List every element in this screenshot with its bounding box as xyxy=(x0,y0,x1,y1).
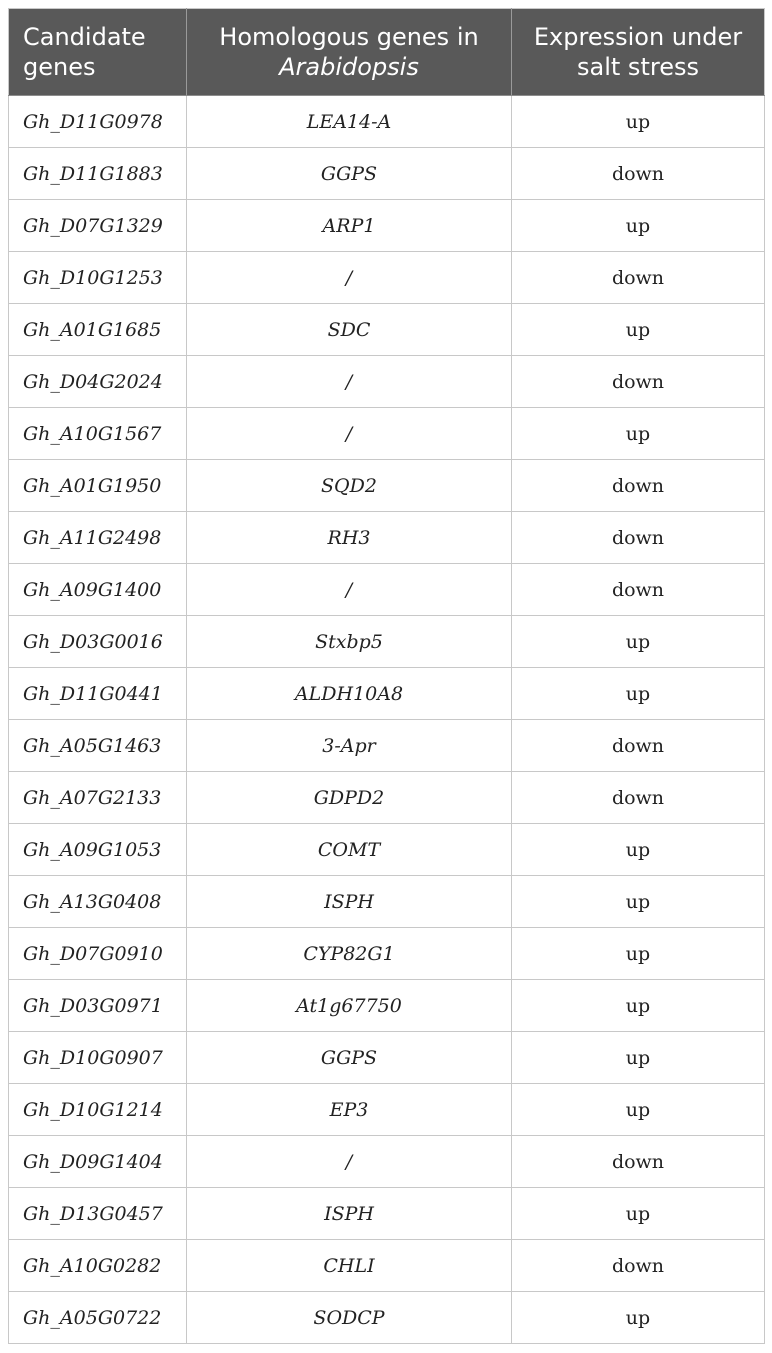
table-body xyxy=(9,96,765,1344)
cell-homologous-gene: Stxbp5 xyxy=(187,616,512,668)
cell-candidate-gene: Gh_D11G1883 xyxy=(9,148,187,200)
table-row xyxy=(9,148,765,200)
cell-expression: up xyxy=(512,616,765,668)
table-row xyxy=(9,200,765,252)
table-row xyxy=(9,824,765,876)
cell-homologous-gene: GGPS xyxy=(187,148,512,200)
table-row xyxy=(9,460,765,512)
cell-homologous-gene: LEA14-A xyxy=(187,96,512,148)
cell-homologous-gene: ALDH10A8 xyxy=(187,668,512,720)
cell-homologous-gene: GGPS xyxy=(187,1032,512,1084)
cell-homologous-gene: / xyxy=(187,356,512,408)
cell-expression: up xyxy=(512,1032,765,1084)
cell-candidate-gene: Gh_D10G1253 xyxy=(9,252,187,304)
cell-candidate-gene: Gh_A10G1567 xyxy=(9,408,187,460)
table-row xyxy=(9,1240,765,1292)
table-row xyxy=(9,1084,765,1136)
table-row xyxy=(9,564,765,616)
cell-candidate-gene: Gh_D07G1329 xyxy=(9,200,187,252)
cell-homologous-gene: RH3 xyxy=(187,512,512,564)
cell-homologous-gene: / xyxy=(187,1136,512,1188)
cell-candidate-gene: Gh_A13G0408 xyxy=(9,876,187,928)
cell-candidate-gene: Gh_D10G1214 xyxy=(9,1084,187,1136)
header-expression: Expression under salt stress xyxy=(512,9,765,96)
cell-homologous-gene: EP3 xyxy=(187,1084,512,1136)
cell-expression: down xyxy=(512,356,765,408)
cell-expression: up xyxy=(512,96,765,148)
table-row xyxy=(9,1136,765,1188)
table-row xyxy=(9,616,765,668)
table-row xyxy=(9,512,765,564)
cell-candidate-gene: Gh_A09G1053 xyxy=(9,824,187,876)
cell-candidate-gene: Gh_A09G1400 xyxy=(9,564,187,616)
cell-expression: down xyxy=(512,1240,765,1292)
cell-expression: up xyxy=(512,824,765,876)
cell-homologous-gene: 3-Apr xyxy=(187,720,512,772)
table-row xyxy=(9,720,765,772)
cell-candidate-gene: Gh_D10G0907 xyxy=(9,1032,187,1084)
cell-candidate-gene: Gh_D03G0971 xyxy=(9,980,187,1032)
cell-expression: up xyxy=(512,980,765,1032)
cell-candidate-gene: Gh_A05G0722 xyxy=(9,1292,187,1344)
cell-homologous-gene: SDC xyxy=(187,304,512,356)
cell-expression: down xyxy=(512,772,765,824)
cell-homologous-gene: SQD2 xyxy=(187,460,512,512)
header-candidate-genes: Candidate genes xyxy=(9,9,187,96)
table-row xyxy=(9,928,765,980)
gene-table-container xyxy=(8,8,764,1344)
cell-homologous-gene: SODCP xyxy=(187,1292,512,1344)
cell-expression: up xyxy=(512,1292,765,1344)
header-homologous-genes xyxy=(187,9,512,96)
header-homologous-prefix: Homologous genes in xyxy=(219,23,479,51)
table-row xyxy=(9,408,765,460)
table-row xyxy=(9,1032,765,1084)
cell-candidate-gene: Gh_D13G0457 xyxy=(9,1188,187,1240)
table-row xyxy=(9,668,765,720)
table-row xyxy=(9,772,765,824)
cell-candidate-gene: Gh_D09G1404 xyxy=(9,1136,187,1188)
cell-expression: down xyxy=(512,148,765,200)
cell-expression: up xyxy=(512,668,765,720)
cell-homologous-gene: COMT xyxy=(187,824,512,876)
header-row xyxy=(9,9,765,96)
table-row xyxy=(9,304,765,356)
cell-candidate-gene: Gh_D11G0441 xyxy=(9,668,187,720)
gene-expression-table xyxy=(8,8,765,1344)
cell-candidate-gene: Gh_A01G1950 xyxy=(9,460,187,512)
cell-homologous-gene: / xyxy=(187,408,512,460)
cell-homologous-gene: CYP82G1 xyxy=(187,928,512,980)
table-header xyxy=(9,9,765,96)
cell-candidate-gene: Gh_A10G0282 xyxy=(9,1240,187,1292)
cell-expression: up xyxy=(512,1084,765,1136)
cell-homologous-gene: ISPH xyxy=(187,876,512,928)
cell-homologous-gene: ISPH xyxy=(187,1188,512,1240)
cell-homologous-gene: / xyxy=(187,252,512,304)
table-row xyxy=(9,252,765,304)
table-row xyxy=(9,876,765,928)
cell-candidate-gene: Gh_A01G1685 xyxy=(9,304,187,356)
cell-homologous-gene: ARP1 xyxy=(187,200,512,252)
cell-expression: up xyxy=(512,876,765,928)
cell-expression: down xyxy=(512,720,765,772)
cell-expression: up xyxy=(512,928,765,980)
cell-expression: down xyxy=(512,460,765,512)
cell-homologous-gene: At1g67750 xyxy=(187,980,512,1032)
cell-candidate-gene: Gh_A11G2498 xyxy=(9,512,187,564)
cell-expression: down xyxy=(512,512,765,564)
table-row xyxy=(9,1188,765,1240)
table-row xyxy=(9,356,765,408)
cell-expression: down xyxy=(512,252,765,304)
cell-candidate-gene: Gh_D03G0016 xyxy=(9,616,187,668)
cell-expression: up xyxy=(512,304,765,356)
cell-homologous-gene: GDPD2 xyxy=(187,772,512,824)
cell-candidate-gene: Gh_D07G0910 xyxy=(9,928,187,980)
cell-expression: down xyxy=(512,1136,765,1188)
cell-expression: down xyxy=(512,564,765,616)
cell-expression: up xyxy=(512,408,765,460)
table-row xyxy=(9,1292,765,1344)
cell-candidate-gene: Gh_D11G0978 xyxy=(9,96,187,148)
cell-candidate-gene: Gh_A07G2133 xyxy=(9,772,187,824)
cell-candidate-gene: Gh_A05G1463 xyxy=(9,720,187,772)
cell-homologous-gene: CHLI xyxy=(187,1240,512,1292)
cell-candidate-gene: Gh_D04G2024 xyxy=(9,356,187,408)
cell-homologous-gene: / xyxy=(187,564,512,616)
cell-expression: up xyxy=(512,1188,765,1240)
header-homologous-species: Arabidopsis xyxy=(279,53,419,81)
table-row xyxy=(9,980,765,1032)
cell-expression: up xyxy=(512,200,765,252)
table-row xyxy=(9,96,765,148)
